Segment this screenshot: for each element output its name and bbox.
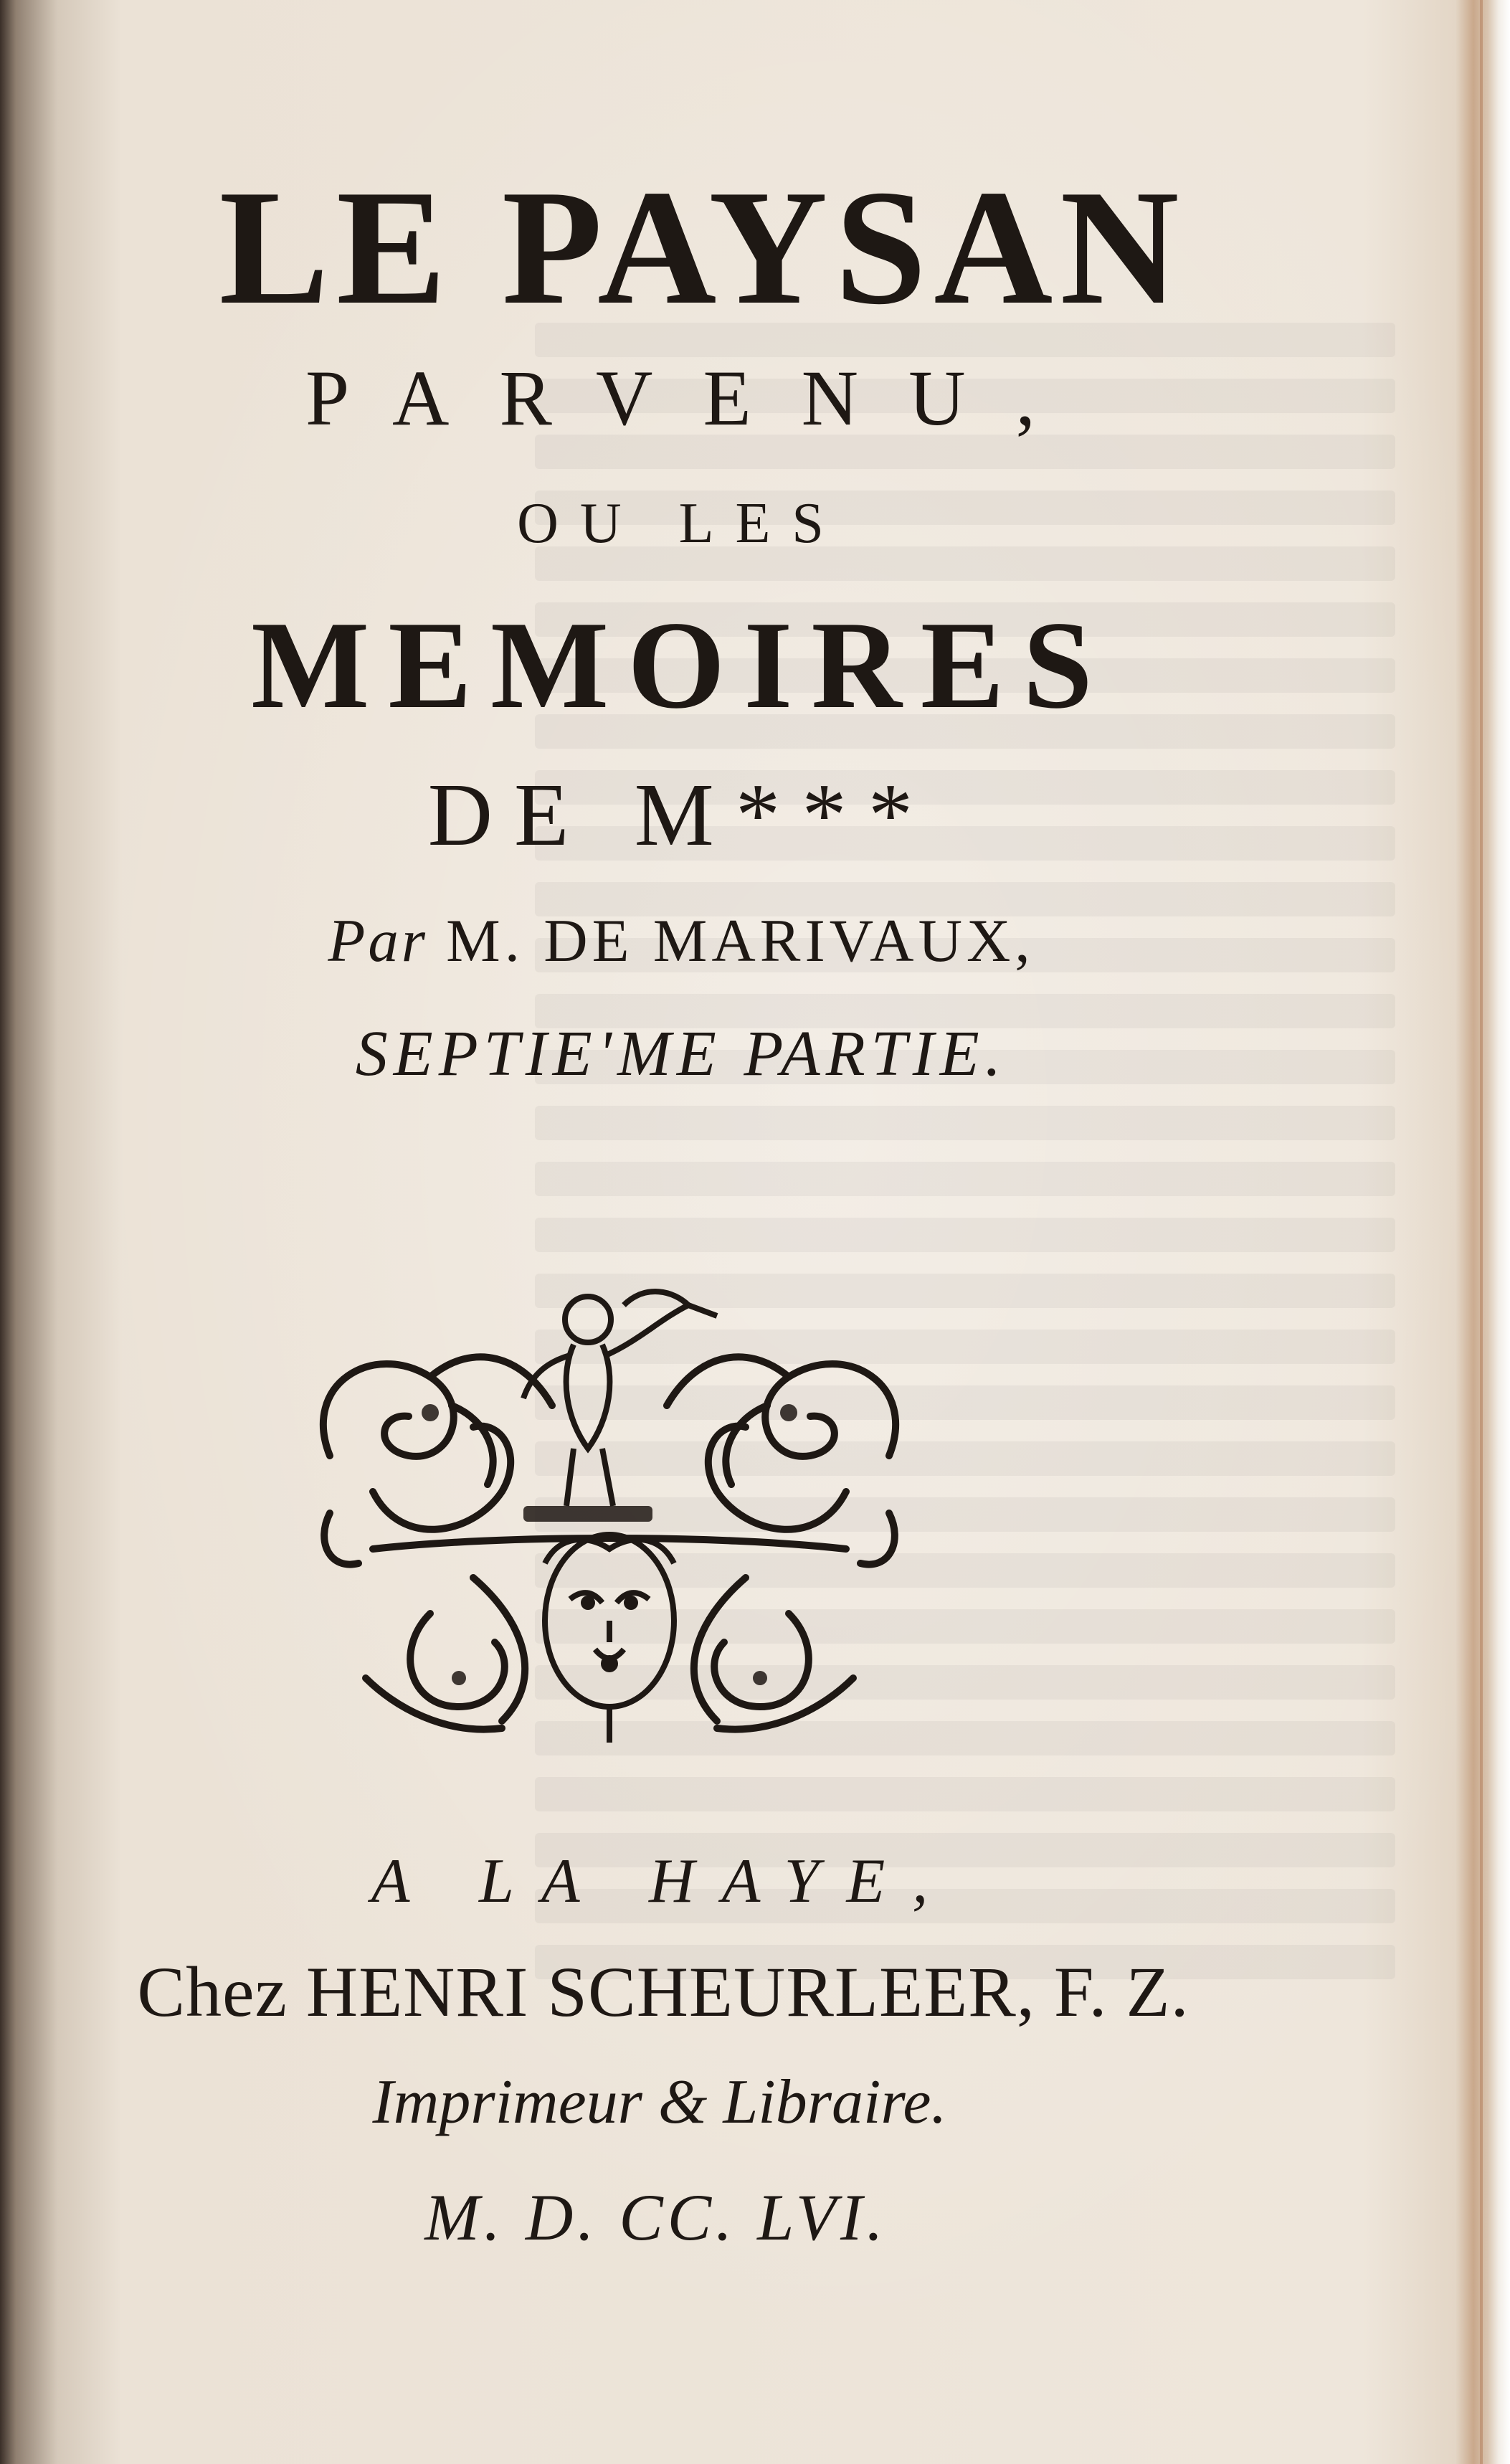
part-line: SEPTIE'ME PARTIE.: [355, 1018, 1007, 1089]
title-block: [0, 156, 1362, 1089]
woodcut-ornament-icon: [287, 1276, 932, 1750]
imprint-year: M. D. CC. LVI.: [424, 2181, 888, 2254]
author-line: [0, 907, 1362, 975]
author-par: Par: [328, 907, 428, 975]
title-line-ou-les: OU LES: [517, 492, 845, 555]
imprint-trade: Imprimeur & Libraire.: [372, 2067, 947, 2137]
page-edge-divider: [1480, 0, 1483, 2464]
imprint-printer: Chez HENRI SCHEURLEER, F. Z.: [137, 1952, 1190, 2032]
imprint-block: [0, 1847, 1219, 2254]
title-line-parvenu: PARVENU,: [305, 354, 1086, 442]
title-line-le-paysan: LE PAYSAN: [219, 156, 1187, 338]
author-name: M. DE MARIVAUX,: [446, 907, 1035, 975]
title-line-de-m: DE M***: [427, 766, 935, 865]
imprint-place: A LA HAYE,: [371, 1847, 956, 1916]
title-line-memoires: MEMOIRES: [251, 595, 1111, 734]
